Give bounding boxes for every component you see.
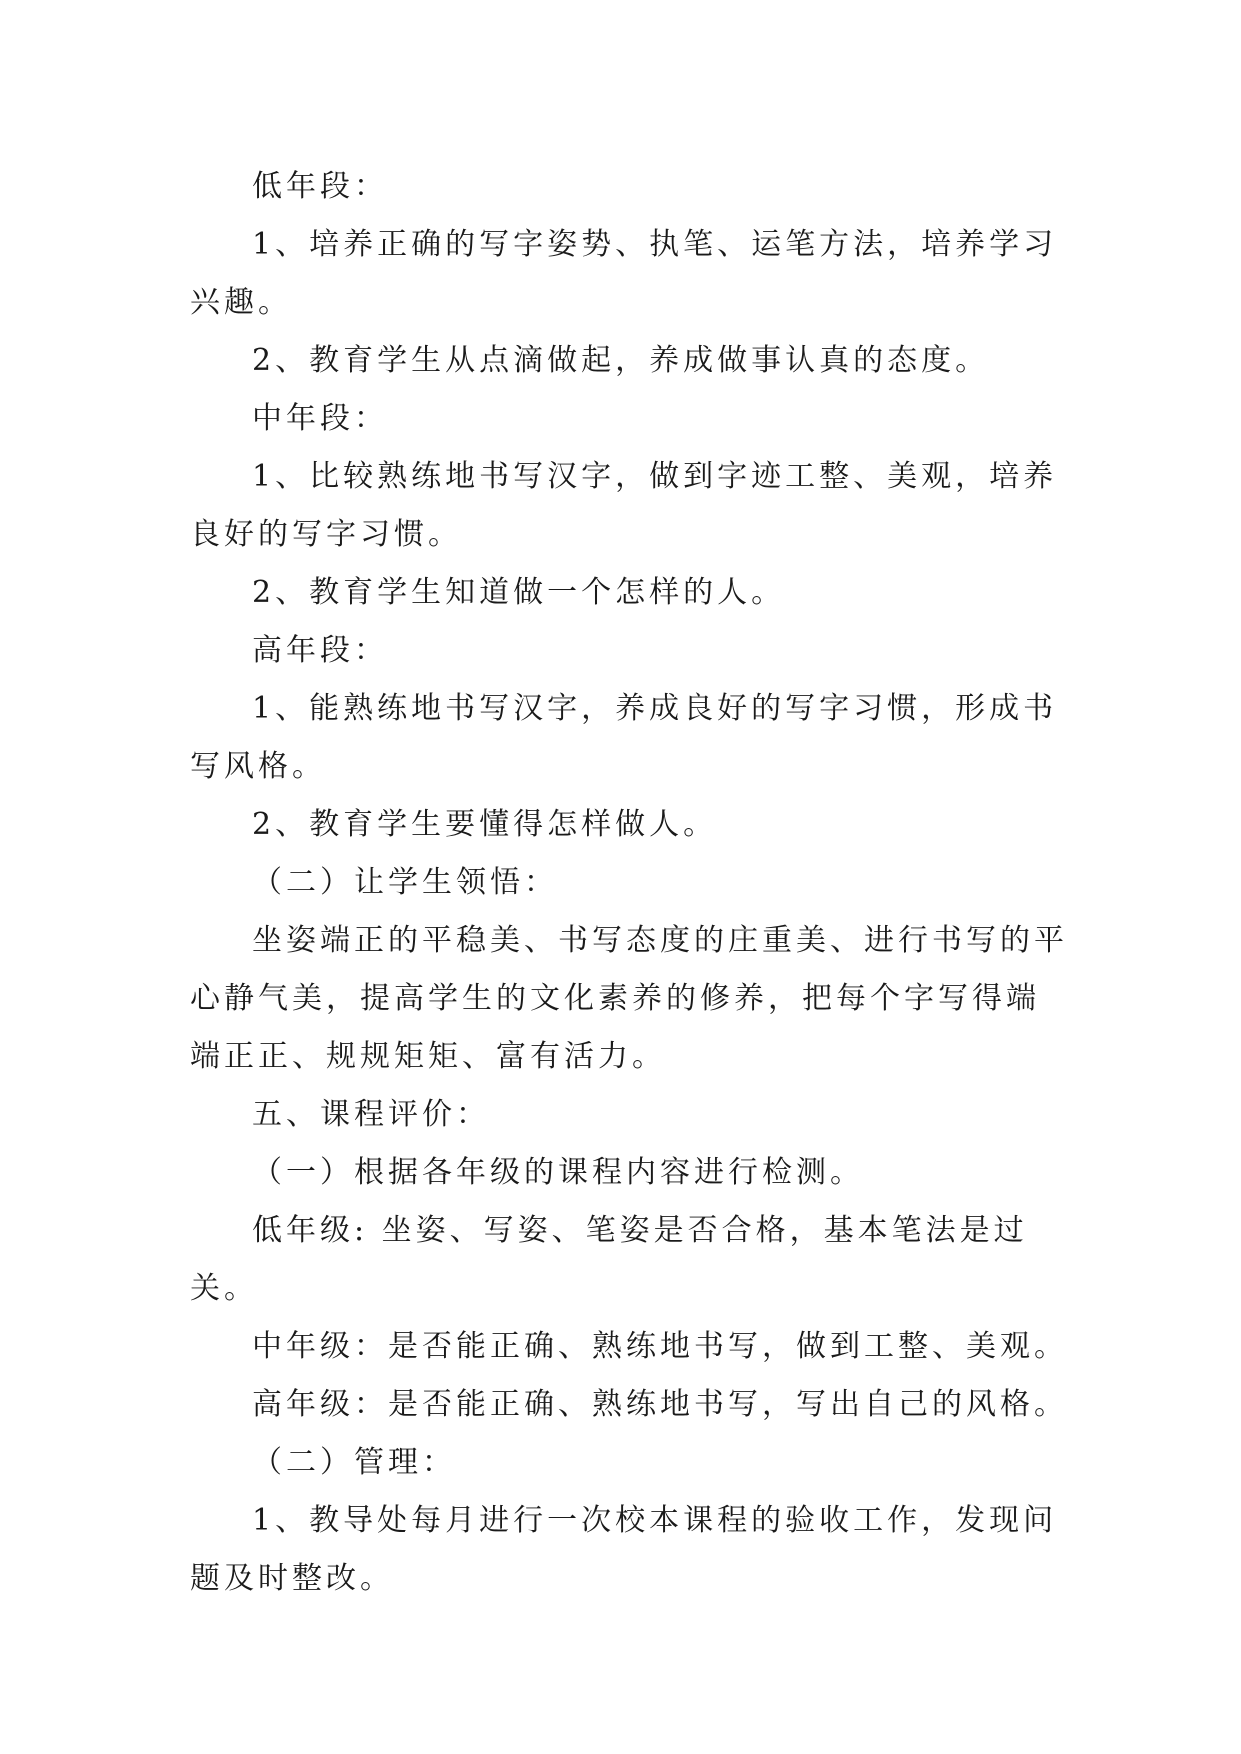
heading-evaluation-testing: （一）根据各年级的课程内容进行检测。 bbox=[252, 1155, 864, 1190]
paragraph-high-grade-goal-1: 1、能熟练地书写汉字，养成良好的写字习惯，形成书写风格。 bbox=[190, 691, 1058, 784]
paragraph-middle-grade-goal-1: 1、比较熟练地书写汉字，做到字迹工整、美观，培养良好的写字习惯。 bbox=[190, 459, 1058, 552]
paragraph-student-understanding: 坐姿端正的平稳美、书写态度的庄重美、进行书写的平心静气美，提高学生的文化素养的修养，把每个字写得端端正正、规规矩矩、富有活力。 bbox=[190, 923, 1068, 1074]
paragraph-high-grade-evaluation: 高年级：是否能正确、熟练地书写，写出自己的风格。 bbox=[252, 1387, 1068, 1422]
paragraph-low-grade-goal-1: 1、培养正确的写字姿势、执笔、运笔方法，培养学习兴趣。 bbox=[190, 227, 1058, 320]
paragraph-high-grade-goal-2: 2、教育学生要懂得怎样做人。 bbox=[252, 807, 718, 842]
heading-management: （二）管理： bbox=[252, 1445, 456, 1480]
paragraph-middle-grade-goal-2: 2、教育学生知道做一个怎样的人。 bbox=[252, 575, 786, 610]
paragraph-low-grade-goal-2: 2、教育学生从点滴做起，养成做事认真的态度。 bbox=[252, 343, 990, 378]
heading-high-grade: 高年段： bbox=[252, 633, 388, 668]
paragraph-middle-grade-evaluation: 中年级：是否能正确、熟练地书写，做到工整、美观。 bbox=[252, 1329, 1068, 1364]
paragraph-management-1: 1、教导处每月进行一次校本课程的验收工作，发现问题及时整改。 bbox=[190, 1503, 1058, 1596]
heading-middle-grade: 中年段： bbox=[252, 401, 388, 436]
heading-student-understanding: （二）让学生领悟： bbox=[252, 865, 558, 900]
paragraph-low-grade-evaluation: 低年级: 坐姿、写姿、笔姿是否合格，基本笔法是过关。 bbox=[190, 1213, 1028, 1306]
heading-low-grade: 低年段： bbox=[252, 169, 388, 204]
heading-course-evaluation: 五、课程评价： bbox=[252, 1097, 490, 1132]
document-body bbox=[190, 158, 1070, 1608]
